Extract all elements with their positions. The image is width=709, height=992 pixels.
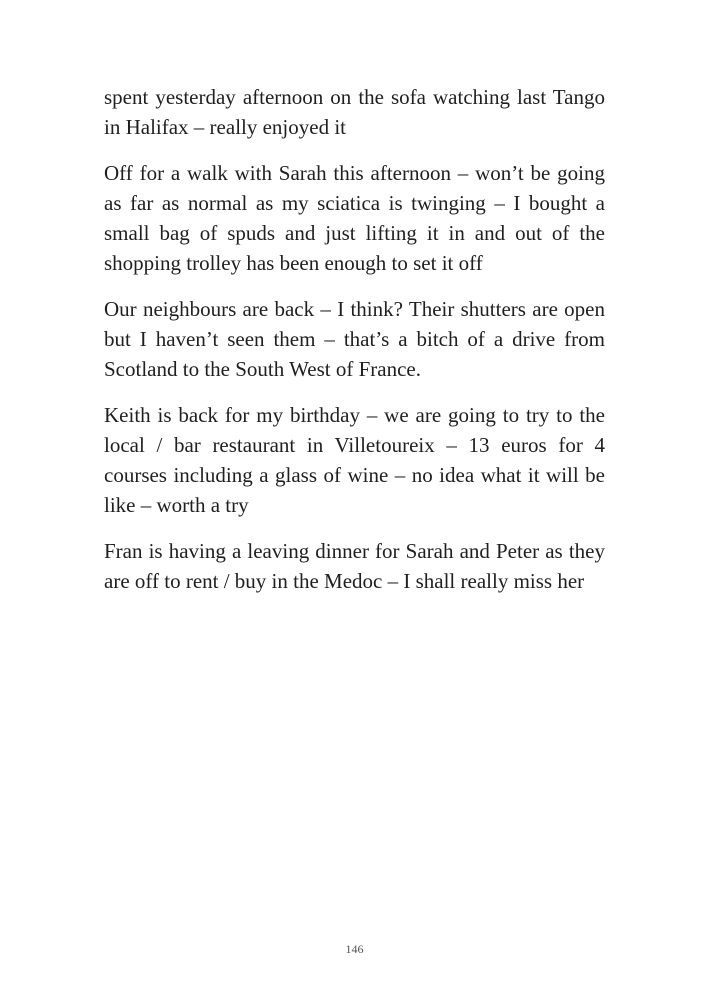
page-number: 146: [345, 942, 364, 956]
paragraph-leaving-dinner: Fran is having a leaving dinner for Sarah and Peter as they are off to rent / buy in the Medoc – I shall really miss her: [104, 539, 605, 593]
paragraph-sofa-tv: spent yesterday afternoon on the sofa watching last Tango in Halifax – really enjoyed it: [104, 85, 605, 139]
paragraph-neighbours: Our neighbours are back – I think? Their shutters are open but I haven’t seen them – that’s a bitch of a drive from Scotland to the South West of France.: [104, 297, 605, 381]
paragraph-birthday: Keith is back for my birthday – we are going to try to the local / bar restaurant in Villetoureix – 13 euros for 4 courses including a glass of wine – no idea what it will be like – worth a try: [104, 403, 605, 517]
paragraph-walk-sciatica: Off for a walk with Sarah this afternoon – won’t be going as far as normal as my sciatica is twinging – I bought a small bag of spuds and just lifting it in and out of the shopping trolley has been enough to set it off: [104, 161, 605, 275]
body-text: [104, 82, 605, 612]
